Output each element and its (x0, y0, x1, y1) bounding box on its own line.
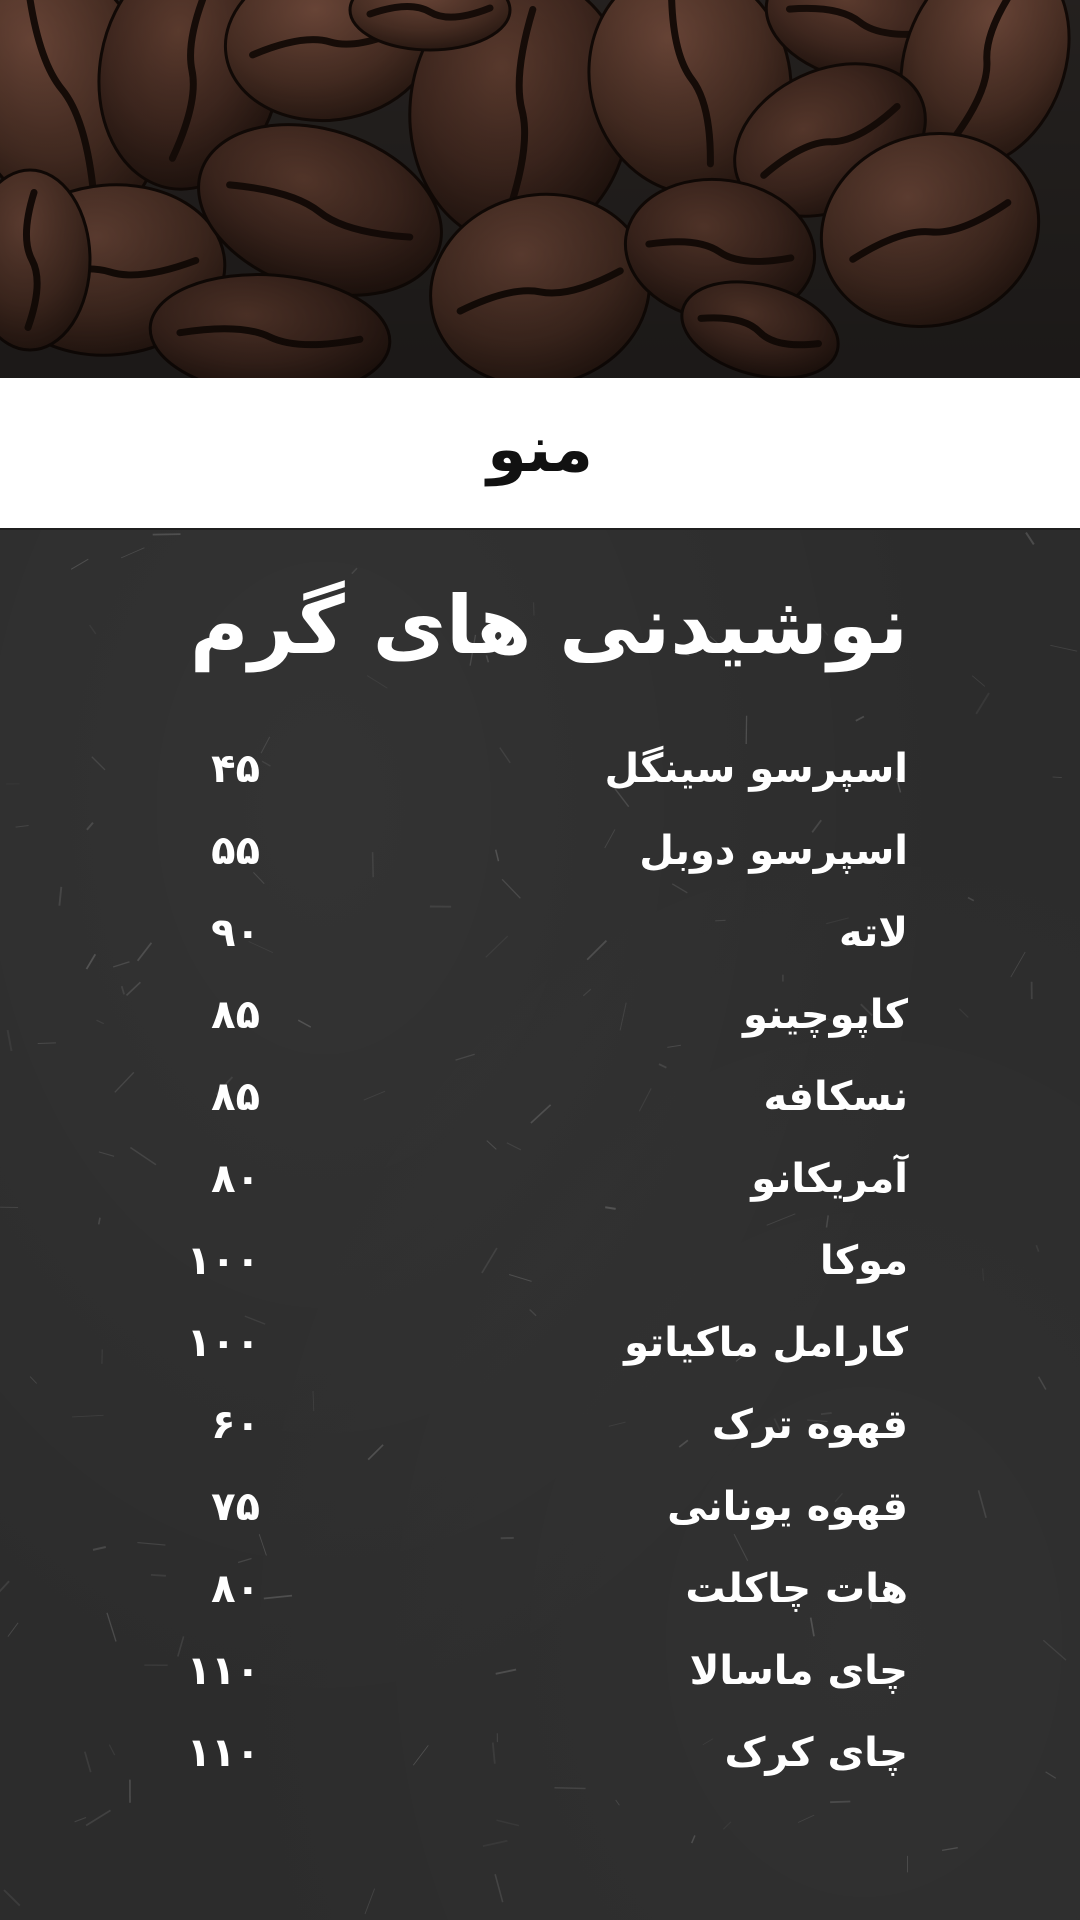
item-price: ۴۵ (211, 746, 260, 792)
item-name: چای کرک (724, 1730, 908, 1776)
item-price: ۸۰ (211, 1156, 260, 1202)
menu-item (172, 728, 908, 810)
page-title: منو (487, 413, 593, 487)
menu-item (172, 1466, 908, 1548)
coffee-beans-image (0, 0, 1080, 378)
item-price: ۹۰ (211, 910, 260, 956)
section-title: نوشیدنی های گرم (189, 579, 908, 672)
item-name: قهوه یونانی (667, 1484, 908, 1530)
menu-item (172, 1220, 908, 1302)
menu-item (172, 1384, 908, 1466)
menu-item (172, 1630, 908, 1712)
menu-item (172, 1712, 908, 1794)
menu-list (172, 728, 908, 1794)
item-name: لاته (838, 910, 908, 956)
item-price: ۵۵ (211, 828, 260, 874)
menu-item (172, 1138, 908, 1220)
menu-item (172, 1548, 908, 1630)
item-name: قهوه ترک (711, 1402, 908, 1448)
item-price: ۱۰۰ (186, 1320, 260, 1366)
item-price: ۷۵ (211, 1484, 260, 1530)
menu-item (172, 892, 908, 974)
item-name: موکا (819, 1238, 908, 1284)
item-name: نسکافه (763, 1074, 908, 1120)
item-price: ۸۵ (211, 1074, 260, 1120)
item-price: ۱۰۰ (186, 1238, 260, 1284)
item-price: ۶۰ (211, 1402, 260, 1448)
item-name: آمریکانو (751, 1156, 908, 1202)
title-band (0, 378, 1080, 530)
menu-board (0, 530, 1080, 1920)
item-price: ۸۰ (211, 1566, 260, 1612)
menu-item (172, 810, 908, 892)
item-name: اسپرسو دوبل (639, 828, 908, 874)
item-name: کاپوچینو (743, 992, 908, 1038)
menu-item (172, 974, 908, 1056)
menu-item (172, 1302, 908, 1384)
item-price: ۱۱۰ (186, 1648, 260, 1694)
item-name: چای ماسالا (689, 1648, 908, 1694)
item-name: کارامل ماکیاتو (624, 1320, 908, 1366)
item-price: ۸۵ (211, 992, 260, 1038)
menu-item (172, 1056, 908, 1138)
item-price: ۱۱۰ (186, 1730, 260, 1776)
item-name: اسپرسو سینگل (604, 746, 908, 792)
item-name: هات چاکلت (685, 1566, 908, 1612)
